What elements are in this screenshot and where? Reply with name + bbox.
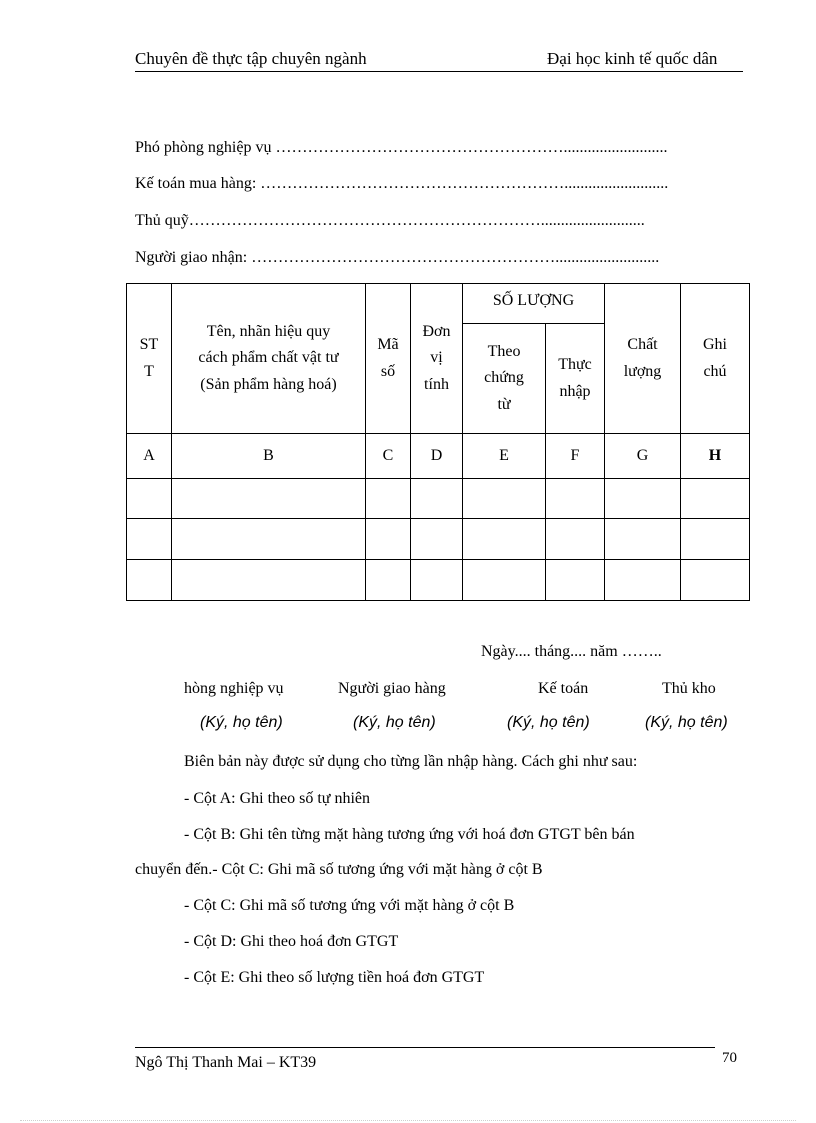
field-dots: ………………………………………………………….......................... [188,212,645,229]
field-label: Kế toán mua hàng: [135,175,261,192]
note-col-c: - Cột C: Ghi mã số tương ứng với mặt hàng ở cột B [184,897,515,914]
sig-sub: (Ký, họ tên) [200,714,283,731]
field-label: Thủ quỹ [135,212,189,229]
th-don-vi: Đơn vị tính [411,284,463,434]
sig-sub: (Ký, họ tên) [507,714,590,731]
field-label: Phó phòng nghiệp vụ [135,139,276,156]
field-dots: ………………………………………………….......................... [251,249,660,266]
letter-cell: D [411,434,463,479]
th-theo-chung-tu: Theo chứng từ [463,324,546,434]
table-row [127,519,750,560]
header-left: Chuyên đề thực tập chuyên ngành [135,49,367,68]
field-label: Người giao nhận: [135,249,252,266]
note-col-a: - Cột A: Ghi theo số tự nhiên [184,790,370,807]
th-ghi-chu: Ghi chú [681,284,750,434]
sig-title-pho-phong: hòng nghiệp vụ [184,680,284,697]
footer-rule [135,1047,715,1048]
letter-cell: A [127,434,172,479]
field-nguoi-giao [135,249,659,267]
note-col-b-cont: chuyển đến.- Cột C: Ghi mã số tương ứng với mặt hàng ở cột B [135,861,543,878]
field-dots: ……………………………………………….......................... [275,139,668,156]
sig-title-thu-kho: Thủ kho [662,680,716,697]
th-chat-luong: Chất lượng [605,284,681,434]
date-line: Ngày.... tháng.... năm …….. [481,643,662,660]
page-bottom-divider [20,1120,796,1121]
sig-title-nguoi-giao: Người giao hàng [338,680,446,697]
th-thuc-nhap: Thực nhập [546,324,605,434]
sig-sub: (Ký, họ tên) [645,714,728,731]
letter-cell: E [463,434,546,479]
note-col-e: - Cột E: Ghi theo số lượng tiền hoá đơn GTGT [184,969,485,986]
table-row [127,560,750,601]
page-number: 70 [722,1050,737,1066]
field-dots: ………………………………………………….......................... [260,175,669,192]
letter-cell: H [681,434,750,479]
field-thu-quy [135,212,645,230]
table-row [127,479,750,519]
letter-cell: C [366,434,411,479]
field-ke-toan [135,175,668,193]
th-name: Tên, nhãn hiệu quy cách phẩm chất vật tư (Sản phẩm hàng hoá) [172,284,366,434]
header-right: Đại học kinh tế quốc dân [547,49,718,68]
sig-sub: (Ký, họ tên) [353,714,436,731]
note-col-d: - Cột D: Ghi theo hoá đơn GTGT [184,933,399,950]
th-so-luong: SỐ LƯỢNG [463,284,605,324]
note-col-b: - Cột B: Ghi tên từng mặt hàng tương ứng với hoá đơn GTGT bên bán [184,826,635,843]
footer-author: Ngô Thị Thanh Mai – KT39 [135,1054,317,1071]
notes-intro: Biên bản này được sử dụng cho từng lần nhập hàng. Cách ghi như sau: [184,753,638,770]
th-stt: ST T [127,284,172,434]
field-pho-phong [135,139,667,157]
table-letters-row [127,434,750,479]
letter-cell: B [172,434,366,479]
letter-cell: G [605,434,681,479]
th-ma-so: Mã số [366,284,411,434]
sig-title-ke-toan: Kế toán [538,680,589,697]
receipt-table [126,283,750,601]
header-rule [135,71,743,72]
letter-cell: F [546,434,605,479]
